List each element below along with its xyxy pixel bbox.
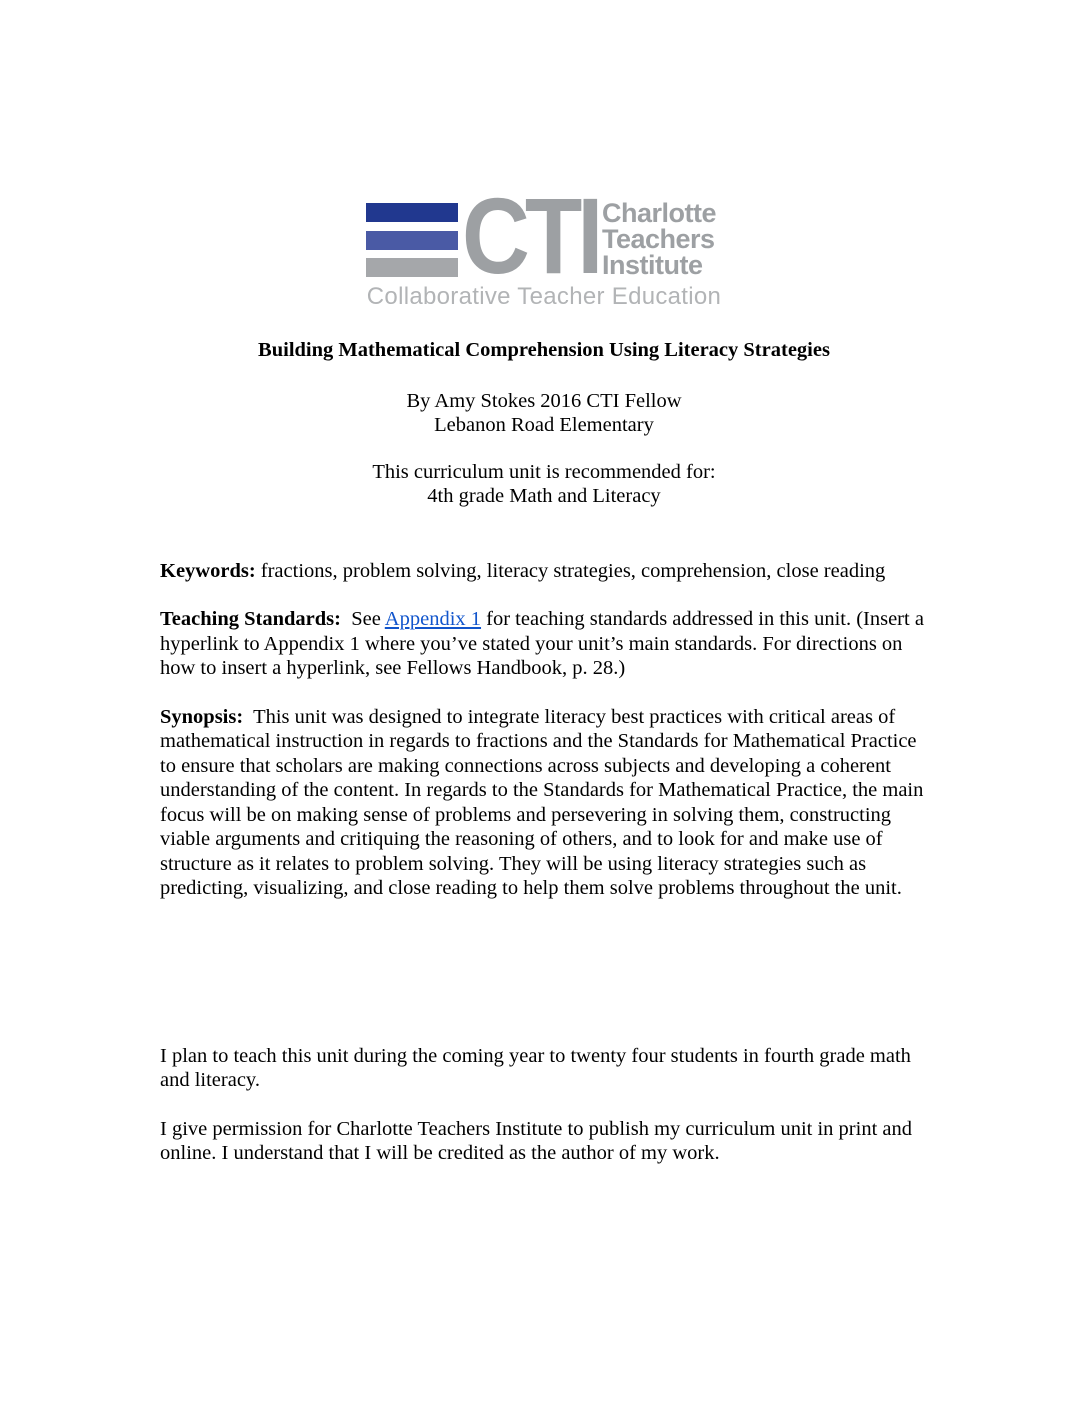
recommended-intro: This curriculum unit is recommended for: [372,460,716,483]
unit-title: Building Mathematical Comprehension Using Literacy Strategies [258,339,830,361]
cti-logo [366,175,722,310]
logo-org-name-line1: Charlotte [602,198,717,228]
synopsis-paragraph [160,705,930,901]
permission-paragraph: I give permission for Charlotte Teachers Institute to publish my curriculum unit in print and online. I understand that I will be credited as the author of my work. [160,1117,918,1164]
logo-bar-medium-blue [366,231,458,250]
cti-logo-row [366,175,722,296]
recommended-for: 4th grade Math and Literacy [427,485,661,507]
teaching-standards-label: Teaching Standards: [160,608,341,630]
keywords-paragraph [160,559,930,584]
school-name: Lebanon Road Elementary [434,414,654,436]
logo-org-name-line3: Institute [602,250,703,280]
author-byline: By Amy Stokes 2016 CTI Fellow [406,389,682,412]
recommendation-group [0,460,1088,509]
teaching-standards-pre-link: See [340,608,385,630]
logo-bars-icon [366,203,458,277]
byline-group [0,389,1088,438]
logo-org-name [602,200,716,278]
logo-bar-gray [366,258,458,277]
teach-plan-paragraph: I plan to teach this unit during the coming year to twenty four students in fourth grade math and literacy. [160,1044,917,1091]
logo-acronym [462,175,602,296]
keywords-label: Keywords: [160,559,256,582]
logo-org-name-line2: Teachers [602,224,715,254]
keywords-text: fractions, problem solving, literacy strategies, comprehension, close reading [255,559,886,582]
teaching-standards-paragraph [160,607,930,681]
appendix-1-link[interactable]: Appendix 1 [384,608,482,630]
logo-bar-dark-blue [366,203,458,222]
teaching-standards-post-link: for teaching standards addressed in this unit. (Insert a hyperlink to Appendix 1 where you’ve stated your unit’s main standards. For directions on how to insert a hyperlink, see Fellows Handbook, p. 28.) [160,608,930,679]
logo-tagline: Collaborative Teacher Education [366,283,722,310]
synopsis-label: Synopsis: [160,705,244,728]
logo-acronym-text: CTI [462,175,599,296]
document-body [160,559,930,1166]
synopsis-text: This unit was designed to integrate literacy best practices with critical areas of mathematical instruction in regards to fractions and the Standards for Mathematical Practice to ensure that scholars are making connections across subjects and developing a coherent understanding of the content. In regards to the Standards for Mathematical Practice, the main focus will be on making sense of problems and persevering in solving them, constructing viable arguments and critiquing the reasoning of others, and to look for and make use of structure as it relates to problem solving. They will be using literacy strategies such as predicting, visualizing, and close reading to help them solve problems throughout the unit. [160,705,929,899]
